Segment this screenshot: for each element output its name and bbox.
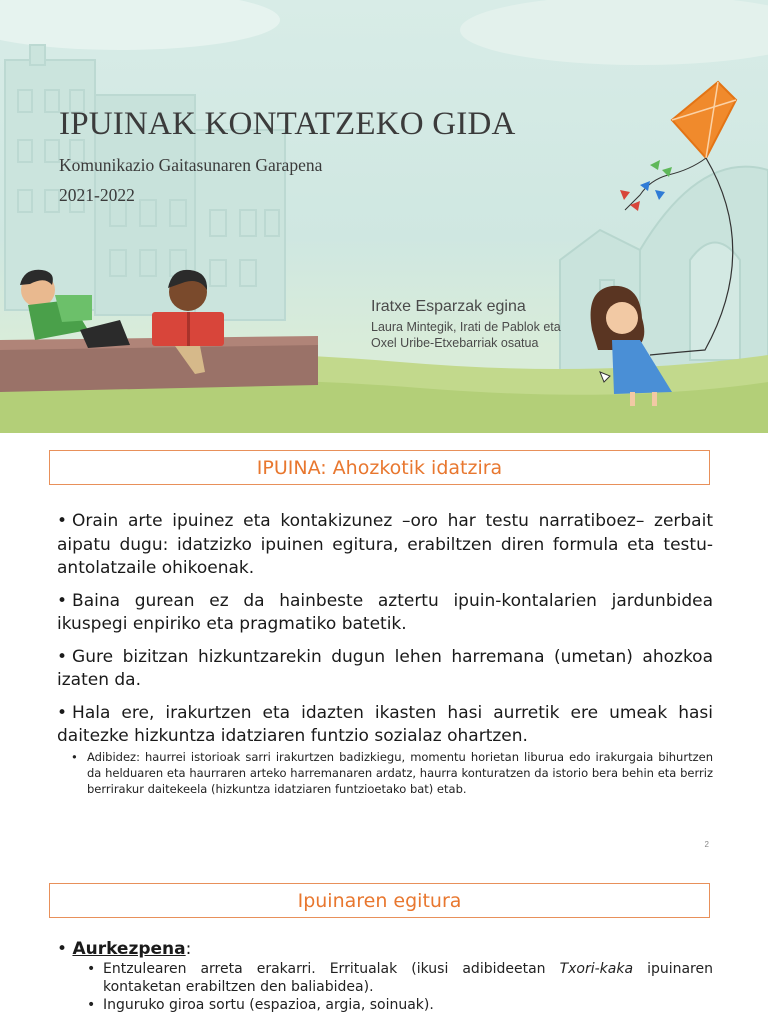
list-item: • Gure bizitzan hizkuntzarekin dugun lehen harremana (umetan) ahozkoa izaten da. (57, 646, 713, 690)
sub-bullet-list (57, 960, 713, 1014)
book-title: Txori-kaka (559, 961, 634, 977)
list-item: • Baina gurean ez da hainbeste aztertu ipuin-kontalarien jardunbidea ikuspegi enpiriko eta pragmatiko batetik. (57, 590, 713, 634)
slide-story-structure (0, 866, 768, 1024)
list-item: • Orain arte ipuinez eta kontakizunez –oro har testu narratiboez– zerbait aipatu dugu: idatzizko ipuinen egitura, erabiltzen diren formula eta testu-antolatzaile ohikoenak. (57, 511, 713, 578)
cover-title: IPUINAK KONTATZEKO GIDA (59, 106, 516, 142)
list-item: • Aurkezpena: • Entzulearen arreta erakarri. Erritualak (ikusi adibideetan Txori-kaka ipuinaren kontaketan erabiltzen den baliabidea). • Inguruko giroa sortu (espazioa, argia, soinuak). (57, 938, 713, 1014)
bullet-text: Orain arte ipuinez eta kontakizunez –oro har testu narratiboez– zerbait aipatu dugu: idatzizko ipuinen egitura, erabiltzen diren formula eta testu-antolatzaile ohikoenak. (57, 511, 713, 578)
slide-heading: IPUINA: Ahozkotik idatzira (49, 450, 710, 485)
section-label: Aurkezpena (72, 939, 186, 959)
sub-bullet-list (57, 749, 713, 797)
bullet-text: Hala ere, irakurtzen eta idazten ikasten hasi aurretik ere umeak hasi daitezke hizkuntza idatziaren funtzio sozialaz ohartzen. (57, 702, 713, 746)
section-colon: : (185, 939, 192, 959)
bullet-list (57, 510, 713, 806)
list-item: • Hala ere, irakurtzen eta idazten ikasten hasi aurretik ere umeak hasi daitezke hizkuntza idatziaren funtzio sozialaz ohartzen. • Adibidez: haurrei istorioak sarri irakurtzen badizkiegu, momentu horietan liburua edo irakurgaia bihurtzen da helduaren eta haurraren arteko harremanaren ardatz, haurra konturatzen da istorio bera behin eta berriz berrirakur daitekeela (hizkuntza idatziaren funtzioetako bat) etab. (57, 702, 713, 797)
sub-bullet-text: ipuinaren kontaketan erabiltzen den baliabidea). (103, 961, 713, 995)
sub-bullet-text: Entzulearen arreta erakarri. Erritualak (ikusi adibideetan (103, 961, 560, 977)
bullet-text: Gure bizitzan hizkuntzarekin dugun lehen harremana (umetan) ahozkoa izaten da. (57, 646, 713, 690)
cover-year: 2021-2022 (59, 185, 135, 205)
author-credit: Iratxe Esparzak egina (371, 298, 526, 315)
cover-page (0, 0, 768, 433)
bullet-text: Baina gurean ez da hainbeste aztertu ipuin-kontalarien jardunbidea ikuspegi enpiriko eta pragmatiko batetik. (57, 590, 713, 634)
sub-bullet-example: • Adibidez: haurrei istorioak sarri irakurtzen badizkiegu, momentu horietan liburua edo irakurgaia bihurtzen da helduaren eta haurraren arteko harremanaren ardatz, haurra konturatzen da istorio bera behin eta berriz berrirakur daitekeela (hizkuntza idatziaren funtzioetako bat) etab. (71, 749, 713, 797)
cover-subtitle: Komunikazio Gaitasunaren Garapena (59, 155, 323, 175)
sub-bullet-attention (87, 960, 713, 996)
bullet-list (57, 938, 713, 1017)
cover-illustration (0, 0, 768, 433)
slide-heading: Ipuinaren egitura (49, 883, 710, 918)
sub-bullet-atmosphere: • Inguruko giroa sortu (espazioa, argia, soinuak). (87, 996, 713, 1014)
collaborators-credit: Laura Mintegik, Irati de Pablok eta Oxel Uribe-Etxebarriak osatua (371, 320, 561, 350)
slide-oral-to-written (0, 433, 768, 860)
page-number: 2 (704, 840, 709, 849)
